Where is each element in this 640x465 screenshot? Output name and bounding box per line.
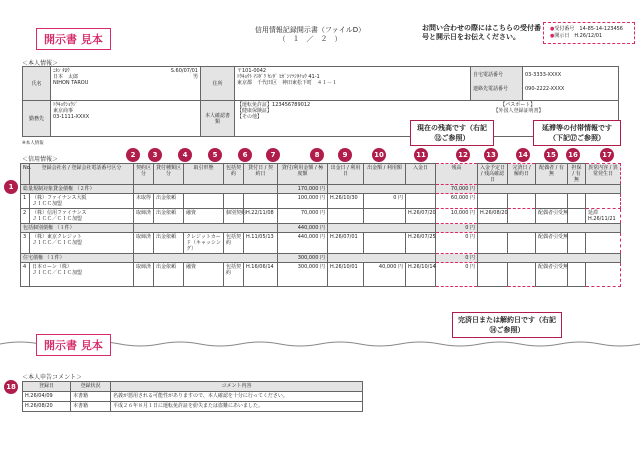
abnormal bbox=[586, 194, 621, 209]
arrears-callout: 延滞等の付帯情報です（下記⑰ご参照） bbox=[533, 120, 621, 146]
company-membership: ＪＩＣＣ加盟 bbox=[32, 201, 63, 207]
badge-6: 6 bbox=[238, 148, 252, 162]
col-status: 登録状況 bbox=[71, 382, 111, 392]
table-row bbox=[21, 233, 621, 254]
transaction-form bbox=[184, 194, 224, 209]
spouse: 配偶者引受無 bbox=[536, 233, 568, 254]
general-contract bbox=[224, 194, 244, 209]
group-label: 総量規制対象貸金債権 bbox=[23, 186, 74, 192]
badge-7: 7 bbox=[266, 148, 280, 162]
badge-3: 3 bbox=[148, 148, 162, 162]
employer-label: 勤務先 bbox=[23, 101, 51, 137]
badge-9: 9 bbox=[338, 148, 352, 162]
abnormal bbox=[586, 233, 621, 254]
contract-date: H.22/11/08 bbox=[244, 209, 278, 224]
home-phone-label: 自宅電話番号 bbox=[473, 72, 504, 78]
badge-4: 4 bbox=[178, 148, 192, 162]
employer-phone: 03-1111-XXXX bbox=[53, 114, 90, 120]
group-row bbox=[21, 254, 621, 263]
general-contract: 包括契約 bbox=[224, 263, 244, 287]
col-out-amount: 出金額 / 利用額 bbox=[364, 164, 406, 185]
receipt-label: 受付番号 bbox=[554, 26, 575, 32]
sample-stamp-bottom: 開示書 見本 bbox=[36, 334, 111, 356]
passport-label: 【パスポート】 bbox=[500, 102, 536, 108]
credit-section-title: ＜信用情報＞ bbox=[22, 156, 59, 163]
group-label: 住宅債権 bbox=[23, 255, 44, 261]
balance: 60,000 円 bbox=[436, 194, 478, 209]
name-cell bbox=[51, 67, 201, 101]
insurance-label: 【健康保険証】 bbox=[237, 108, 273, 114]
document-title: 信用情報記録開示書（ファイルD） bbox=[254, 26, 366, 34]
plan-date bbox=[478, 233, 508, 254]
done-date bbox=[508, 263, 536, 287]
badge-14: 14 bbox=[516, 148, 530, 162]
out-amount bbox=[364, 233, 406, 254]
transaction-form: 融資 bbox=[184, 263, 224, 287]
collateral bbox=[568, 209, 586, 224]
col-amount: 貸付/利用金額 / 極度額 bbox=[278, 164, 328, 185]
col-plan: 入金予定日 / 残高確認日 bbox=[478, 164, 508, 185]
col-date: 貸付日 / 契約日 bbox=[244, 164, 278, 185]
loan-type: 出金依頼 bbox=[154, 263, 184, 287]
contract-type: 取締済 bbox=[134, 263, 154, 287]
group-amount: 440,000 円 bbox=[278, 224, 328, 233]
col-balance: 残高 bbox=[436, 164, 478, 185]
row-no: 1 bbox=[21, 194, 30, 209]
page-title bbox=[230, 26, 390, 44]
collateral bbox=[568, 263, 586, 287]
name-kana: ﾆﾎﾝ ﾀﾛｳ bbox=[53, 68, 70, 74]
comment-text: 名義が悪用される可能性がありますので、本人確認を十分に行ってください。 bbox=[111, 392, 363, 402]
employer-kana: ﾄｳｷｮｳｼｮｳｼﾞ bbox=[53, 102, 79, 108]
group-row bbox=[21, 224, 621, 233]
contact-note: お問い合わせの際にはこちらの受付番号と開示日をお伝えください。 bbox=[422, 24, 541, 41]
loan-amount: 300,000 円 bbox=[278, 263, 328, 287]
col-comment: コメント内容 bbox=[111, 382, 363, 392]
badge-15: 15 bbox=[544, 148, 558, 162]
group-row bbox=[21, 185, 621, 194]
col-registered-date: 登録日 bbox=[23, 382, 71, 392]
spouse bbox=[536, 194, 568, 209]
out-date: H.26/10/30 bbox=[328, 194, 364, 209]
col-company: 登録会社名 / 登録会社電話番号区分 bbox=[30, 164, 134, 185]
out-date: H.26/07/01 bbox=[328, 233, 364, 254]
abnormal: 延滞 H.26/11/21 bbox=[586, 209, 621, 224]
comments-table bbox=[22, 381, 363, 412]
comment-date: H.26/08/20 bbox=[23, 402, 71, 412]
employer-kanji: 東京商事 bbox=[53, 108, 74, 114]
address-label: 住所 bbox=[201, 67, 235, 101]
col-contract: 契約区分 bbox=[134, 164, 154, 185]
badge-2: 2 bbox=[126, 148, 140, 162]
badge-16: 16 bbox=[566, 148, 580, 162]
in-date: H.26/07/20 bbox=[406, 209, 436, 224]
transaction-form: 融資 bbox=[184, 209, 224, 224]
loan-type: 出金依頼 bbox=[154, 194, 184, 209]
col-general: 包括契約 bbox=[224, 164, 244, 185]
comment-status: 本書籍 bbox=[71, 392, 111, 402]
collateral bbox=[568, 233, 586, 254]
disclosure-value: H.26/12/01 bbox=[574, 33, 603, 39]
comment-date: H.26/04/09 bbox=[23, 392, 71, 402]
license-number: 123456789012 bbox=[272, 102, 311, 108]
license-label: 【運転免許証】 bbox=[237, 102, 273, 108]
phone-values bbox=[523, 67, 619, 101]
address-kana: ﾄｳｷｮｳﾄ ﾁﾖﾀﾞｸ ｶﾝﾀﾞ ﾋｶﾞｼﾏﾂｼﾀﾁｮｳ 41-1 bbox=[237, 74, 320, 80]
other-doc-label: 【その他】 bbox=[237, 114, 263, 120]
general-contract: 包括契約 bbox=[224, 233, 244, 254]
contract-type: 未取得 bbox=[134, 194, 154, 209]
col-loan-type: 貸付種類区分 bbox=[154, 164, 184, 185]
spouse: 配偶者引受無 bbox=[536, 209, 568, 224]
balance: 0 円 bbox=[436, 263, 478, 287]
badge-13: 13 bbox=[484, 148, 498, 162]
alien-label: 【外国人登録証明書】 bbox=[496, 108, 544, 114]
contract-date bbox=[244, 194, 278, 209]
general-contract: 個別契約 bbox=[224, 209, 244, 224]
personal-section-title: ＜本人情報＞ bbox=[22, 60, 59, 67]
mobile-phone: 090-2222-XXXX bbox=[525, 86, 565, 92]
disclosure-label: 開示日 bbox=[554, 33, 570, 39]
abnormal bbox=[586, 263, 621, 287]
company-name: （株）ファイナンス大阪 bbox=[32, 195, 87, 201]
in-date bbox=[406, 194, 436, 209]
group-balance: 0 円 bbox=[436, 224, 478, 233]
done-date bbox=[508, 209, 536, 224]
table-row bbox=[21, 209, 621, 224]
comments-section-title: ＜本人申告コメント＞ bbox=[22, 374, 83, 381]
completion-callout: 完済日または解約日です（右記⑭ご参照） bbox=[452, 312, 562, 338]
personal-note: ※本人情報 bbox=[22, 141, 44, 146]
company-membership: ＪＩＣＣ／ＣＩＣ加盟 bbox=[32, 216, 83, 222]
phone-labels bbox=[471, 67, 523, 101]
receipt-box: ●受付番号 14-85-14-123456 ●開示日 H.26/12/01 bbox=[543, 22, 635, 44]
address-kanji: 東京都 千代田区 神田東松下町 ４１－１ bbox=[237, 80, 338, 86]
col-in-date: 入金日 bbox=[406, 164, 436, 185]
balance: 10,000 円 bbox=[436, 209, 478, 224]
credit-header-row bbox=[21, 164, 621, 185]
company-name: （株）東京クレジット bbox=[32, 234, 82, 240]
row-no: 4 bbox=[21, 263, 30, 287]
group-amount: 300,000 円 bbox=[278, 254, 328, 263]
group-count: （１件） bbox=[54, 225, 75, 231]
name-kanji: 日本 太郎 bbox=[53, 74, 79, 80]
balance: 0 円 bbox=[436, 233, 478, 254]
badge-12: 12 bbox=[456, 148, 470, 162]
group-amount: 170,000 円 bbox=[278, 185, 328, 194]
plan-date bbox=[478, 263, 508, 287]
contract-date: H.11/05/13 bbox=[244, 233, 278, 254]
plan-date bbox=[478, 194, 508, 209]
table-row bbox=[21, 263, 621, 287]
badge-5: 5 bbox=[208, 148, 222, 162]
comment-row bbox=[23, 392, 363, 402]
postal-code: 〒101-0042 bbox=[237, 68, 267, 74]
col-no: No. bbox=[21, 164, 30, 185]
col-abnormal: 異常内容 / 異常発生日 bbox=[586, 164, 621, 185]
employer-cell bbox=[51, 101, 201, 137]
badge-10: 10 bbox=[372, 148, 386, 162]
mobile-label: 連絡先電話番号 bbox=[473, 86, 509, 92]
table-row bbox=[21, 194, 621, 209]
loan-amount: 100,000 円 bbox=[278, 194, 328, 209]
badge-1: 1 bbox=[4, 180, 18, 194]
contract-type: 取締済 bbox=[134, 233, 154, 254]
spouse: 配偶者引受無 bbox=[536, 263, 568, 287]
in-date: H.26/10/14 bbox=[406, 263, 436, 287]
out-amount: 40,000 円 bbox=[364, 263, 406, 287]
page-indicator: （ １ ／ ２ ） bbox=[278, 35, 342, 43]
transaction-form: クレジットカード（キャッシング） bbox=[184, 233, 224, 254]
name-label: 氏名 bbox=[23, 67, 51, 101]
balance-callout: 現在の残高です（右記⑫ご参照） bbox=[410, 120, 494, 146]
sample-stamp: 開示書 見本 bbox=[36, 28, 111, 50]
comment-row bbox=[23, 402, 363, 412]
company-name: 日本ローン（株） bbox=[32, 264, 72, 270]
contract-date: H.16/06/14 bbox=[244, 263, 278, 287]
company-membership: ＪＩＣＣ／ＣＩＣ加盟 bbox=[32, 270, 83, 276]
collateral bbox=[568, 194, 586, 209]
receipt-value: 14-85-14-123456 bbox=[579, 26, 623, 32]
gender: 男 bbox=[192, 74, 198, 80]
loan-type: 出金依頼 bbox=[154, 209, 184, 224]
done-date bbox=[508, 233, 536, 254]
personal-info-table bbox=[22, 66, 619, 137]
col-out-date: 出金日 / 利用日 bbox=[328, 164, 364, 185]
group-balance: 0 円 bbox=[436, 254, 478, 263]
home-phone: 03-3333-XXXX bbox=[525, 72, 562, 78]
out-date: H.26/10/01 bbox=[328, 263, 364, 287]
loan-amount: 70,000 円 bbox=[278, 209, 328, 224]
out-date bbox=[328, 209, 364, 224]
out-amount: 0 円 bbox=[364, 194, 406, 209]
group-label: 包括個別債権 bbox=[23, 225, 54, 231]
in-date: H.26/07/25 bbox=[406, 233, 436, 254]
col-form: 取引形態 bbox=[184, 164, 224, 185]
birth-date: S.60/07/01 bbox=[170, 68, 198, 74]
comment-text: 平成２６年８月１日に運転免許証を紛失または盗難にあいました。 bbox=[111, 402, 363, 412]
loan-type: 出金依頼 bbox=[154, 233, 184, 254]
company-membership: ＪＩＣＣ／ＣＩＣ加盟 bbox=[32, 240, 83, 246]
row-no: 3 bbox=[21, 233, 30, 254]
row-no: 2 bbox=[21, 209, 30, 224]
address-cell bbox=[235, 67, 471, 101]
badge-17: 17 bbox=[600, 148, 614, 162]
name-roman: NIHON TAROU bbox=[53, 80, 89, 86]
comments-header-row bbox=[23, 382, 363, 392]
loan-amount: 440,000 円 bbox=[278, 233, 328, 254]
done-date bbox=[508, 194, 536, 209]
badge-11: 11 bbox=[414, 148, 428, 162]
credit-table bbox=[20, 163, 621, 287]
out-amount bbox=[364, 209, 406, 224]
plan-date: H.26/08/20 bbox=[478, 209, 508, 224]
company-name: （株）信用ファイナンス bbox=[32, 210, 87, 216]
comment-status: 本書籍 bbox=[71, 402, 111, 412]
contract-type: 取締済 bbox=[134, 209, 154, 224]
col-spouse: 配偶者 / 有無 bbox=[536, 164, 568, 185]
group-count: （１件） bbox=[44, 255, 65, 261]
col-collateral: 担保 / 有無 bbox=[568, 164, 586, 185]
group-balance: 70,000 円 bbox=[436, 185, 478, 194]
group-count: （２件） bbox=[74, 186, 95, 192]
col-done: 完済日 / 解約日 bbox=[508, 164, 536, 185]
id-docs-label: 本人確認書類 bbox=[201, 101, 235, 137]
badge-8: 8 bbox=[310, 148, 324, 162]
badge-18: 18 bbox=[4, 380, 18, 394]
